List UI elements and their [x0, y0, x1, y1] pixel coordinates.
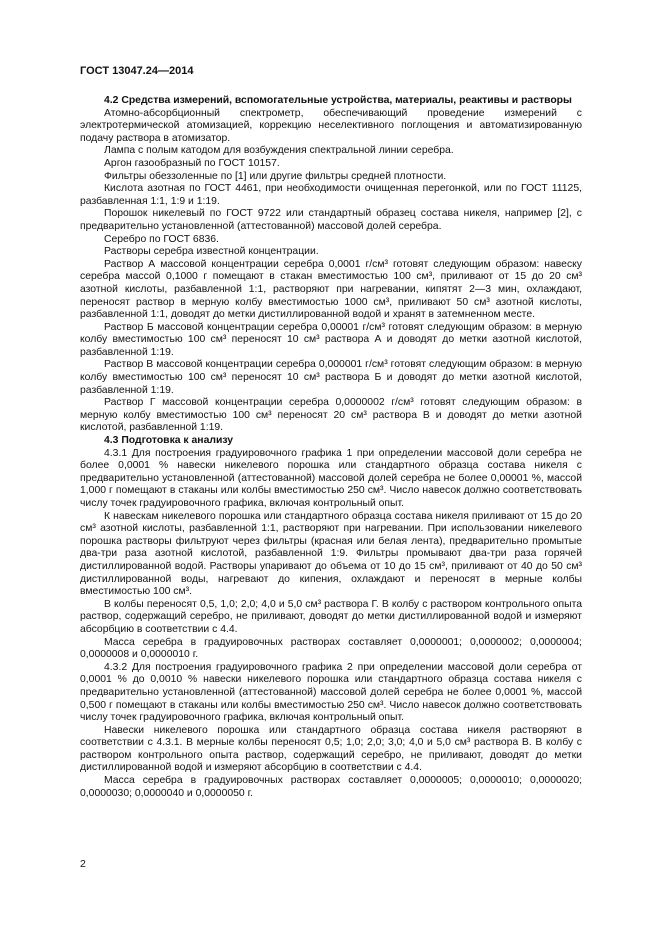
- paragraph: Масса серебра в градуировочных растворах составляет 0,0000001; 0,0000002; 0,0000004; 0,0000008 и 0,0000010 г.: [80, 636, 582, 661]
- paragraph: Раствор А массовой концентрации серебра 0,0001 г/см³ готовят следующим образом: навеску серебра массой 0,1000 г помещают в стакан вместимостью 100 см³, приливают от 15 до 20 см³ азотной кислоты, разбавленной 1:1, растворяют при нагревании, кипятят 2—3 мин, охлаждают, переносят раствор в мерную колбу вместимостью 1000 см³, приливают 50 см³ азотной кислоты, разбавленной 1:1, доводят до метки дистиллированной водой и хранят в затемненном месте.: [80, 258, 582, 321]
- paragraph: Навески никелевого порошка или стандартного образца состава никеля растворяют в соответствии с 4.3.1. В мерные колбы переносят 0,5; 1,0; 2,0; 3,0; 4,0 и 5,0 см³ раствора В. В колбу с раствором контрольного опыта раствор, содержащий серебро, не приливают, доводят до метки дистиллированной водой и измеряют абсорбцию в соответствии с 4.4.: [80, 724, 582, 774]
- paragraph: 4.3.1 Для построения градуировочного графика 1 при определении массовой доли серебра не более 0,0001 % навески никелевого порошка или стандартного образца состава никеля с предварительно установленной (аттестованной) массовой долей серебра не более 0,00001 %, массой 1,000 г помещают в стаканы или колбы вместимостью 250 см³. Число навесок должно соответствовать числу точек градуировочного графика, включая контрольный опыт.: [80, 447, 582, 509]
- section-heading-4-2: 4.2 Средства измерений, вспомогательные устройства, материалы, реактивы и растворы: [104, 95, 572, 106]
- standard-header: ГОСТ 13047.24—2014: [80, 65, 194, 77]
- paragraph: В колбы переносят 0,5, 1,0; 2,0; 4,0 и 5,0 см³ раствора Г. В колбу с раствором контрольного опыта раствор, содержащий серебро, не приливают, доводят до метки дистиллированной водой и измеряют абсорбцию в соответствии с 4.4.: [80, 598, 582, 635]
- paragraph: Кислота азотная по ГОСТ 4461, при необходимости очищенная перегонкой, или по ГОСТ 11125, разбавленная 1:1, 1:9 и 1:19.: [80, 183, 582, 207]
- paragraph: Раствор Г массовой концентрации серебра 0,0000002 г/см³ готовят следующим образом: в мерную колбу вместимостью 100 см³ переносят 20 см³ раствора В и доводят до метки азотной кислотой, разбавленной 1:19.: [80, 397, 582, 434]
- paragraph: Аргон газообразный по ГОСТ 10157.: [104, 157, 280, 169]
- paragraph: Атомно-абсорбционный спектрометр, обеспечивающий проведение измерений с электротермической атомизацией, коррекцию неселективного поглощения и автоматизированную подачу раствора в атомизатор.: [80, 107, 582, 144]
- paragraph: Раствор Б массовой концентрации серебра 0,00001 г/см³ готовят следующим образом: в мерную колбу вместимостью 100 см³ переносят 10 см³ раствора А и доводят до метки азотной кислотой, разбавленной 1:19.: [80, 321, 582, 358]
- paragraph: Лампа с полым катодом для возбуждения спектральной линии серебра.: [104, 145, 454, 157]
- paragraph: Масса серебра в градуировочных растворах составляет 0,0000005; 0,0000010; 0,0000020; 0,0000030; 0,0000040 и 0,0000050 г.: [80, 775, 582, 799]
- page-number: 2: [80, 858, 86, 870]
- paragraph: Серебро по ГОСТ 6836.: [104, 233, 219, 245]
- section-heading-4-3: 4.3 Подготовка к анализу: [104, 435, 234, 447]
- paragraph: Порошок никелевый по ГОСТ 9722 или стандартный образец состава никеля, например [2], с предварительно установленной (аттестованной) массовой долей серебра.: [80, 208, 582, 232]
- paragraph: К навескам никелевого порошка или стандартного образца состава никеля приливают от 15 до 20 см³ азотной кислоты, разбавленной 1:1, растворяют при нагревании. При использовании никелевого порошка растворы фильтруют через фильтры (красная или белая лента), предварительно промытые два-три раза азотной кислотой, разбавленной 1:9. Фильтры промывают два-три раза горячей дистиллированной водой. Растворы упаривают до объема от 10 до 15 см³, приливают от 40 до 50 см³ дистиллированной воды, нагревают до кипения, охлаждают и переносят в мерные колбы вместимостью 100 см³.: [80, 510, 582, 598]
- paragraph: Раствор В массовой концентрации серебра 0,000001 г/см³ готовят следующим образом: в мерную колбу вместимостью 100 см³ переносят 10 см³ раствора Б и доводят до метки азотной кислотой, разбавленной 1:19.: [80, 359, 582, 396]
- document-body: [80, 95, 582, 800]
- paragraph: Фильтры обеззоленные по [1] или другие фильтры средней плотности.: [104, 170, 447, 182]
- paragraph: Растворы серебра известной концентрации.: [104, 246, 319, 258]
- paragraph: 4.3.2 Для построения градуировочного графика 2 при определении массовой доли серебра от 0,0001 % до 0,0010 % навески никелевого порошка или стандартного образца состава никеля с предварительно установленной (аттестованной) массовой долей серебра не более 0,0001 %, массой 0,500 г помещают в стаканы или колбы вместимостью 250 см³. Число навесок должно соответствовать числу точек градуировочного графика, включая контрольный опыт.: [80, 661, 582, 724]
